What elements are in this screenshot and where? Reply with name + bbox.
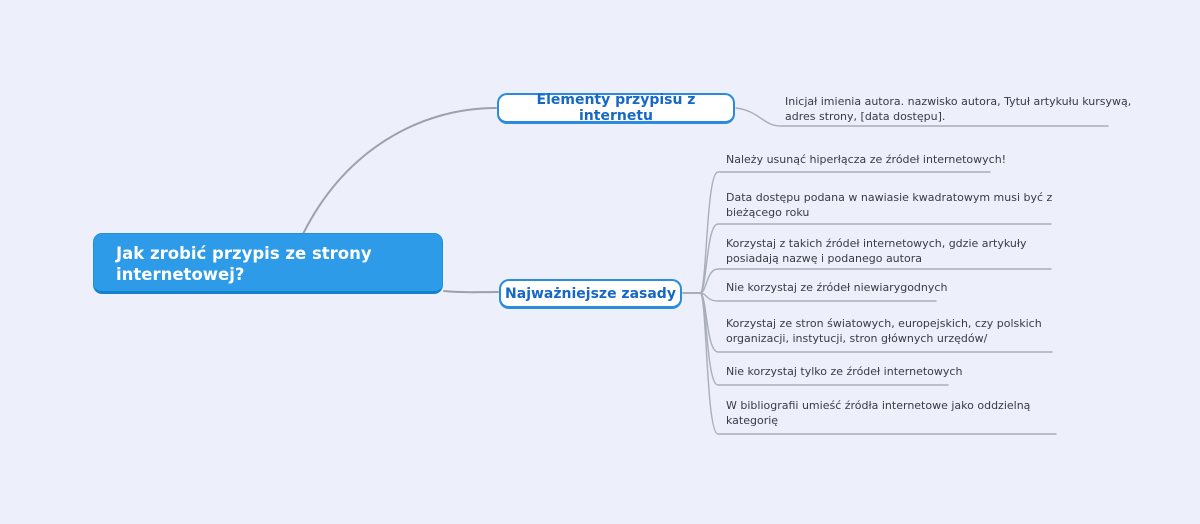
connector-root-to-rules: [444, 291, 498, 292]
branch-node-rules[interactable]: [499, 279, 682, 309]
branch-node-elements-label: Elementy przypisu z internetu: [536, 92, 696, 124]
note-rules-1[interactable]: Należy usunąć hiperłącza ze źródeł internetowych!: [726, 153, 1007, 166]
note-rules-2[interactable]: Data dostępu podana w nawiasie kwadratowym musi być z bieżącego roku: [726, 191, 1053, 219]
note-elements-1[interactable]: Inicjał imienia autora. nazwisko autora, Tytuł artykułu kursywą, adres strony, [data dostępu].: [785, 95, 1132, 123]
root-node-label: Jak zrobić przypis ze strony internetowej?: [116, 244, 372, 284]
root-node[interactable]: [93, 233, 443, 294]
connector-root-to-elements: [303, 108, 496, 234]
note-rules-5[interactable]: Korzystaj ze stron światowych, europejskich, czy polskich organizacji, instytucji, stron głównych urzędów/: [726, 317, 1042, 345]
note-rules-6[interactable]: Nie korzystaj tylko ze źródeł internetowych: [726, 365, 963, 378]
note-rules-7[interactable]: W bibliografii umieść źródła internetowe jako oddzielną kategorię: [726, 399, 1031, 427]
branch-node-elements[interactable]: [497, 93, 735, 124]
note-rules-3[interactable]: Korzystaj z takich źródeł internetowych, gdzie artykuły posiadają nazwę i podanego autora: [726, 237, 1027, 265]
note-rules-4[interactable]: Nie korzystaj ze źródeł niewiarygodnych: [726, 281, 948, 294]
branch-node-rules-label: Najważniejsze zasady: [505, 285, 676, 302]
